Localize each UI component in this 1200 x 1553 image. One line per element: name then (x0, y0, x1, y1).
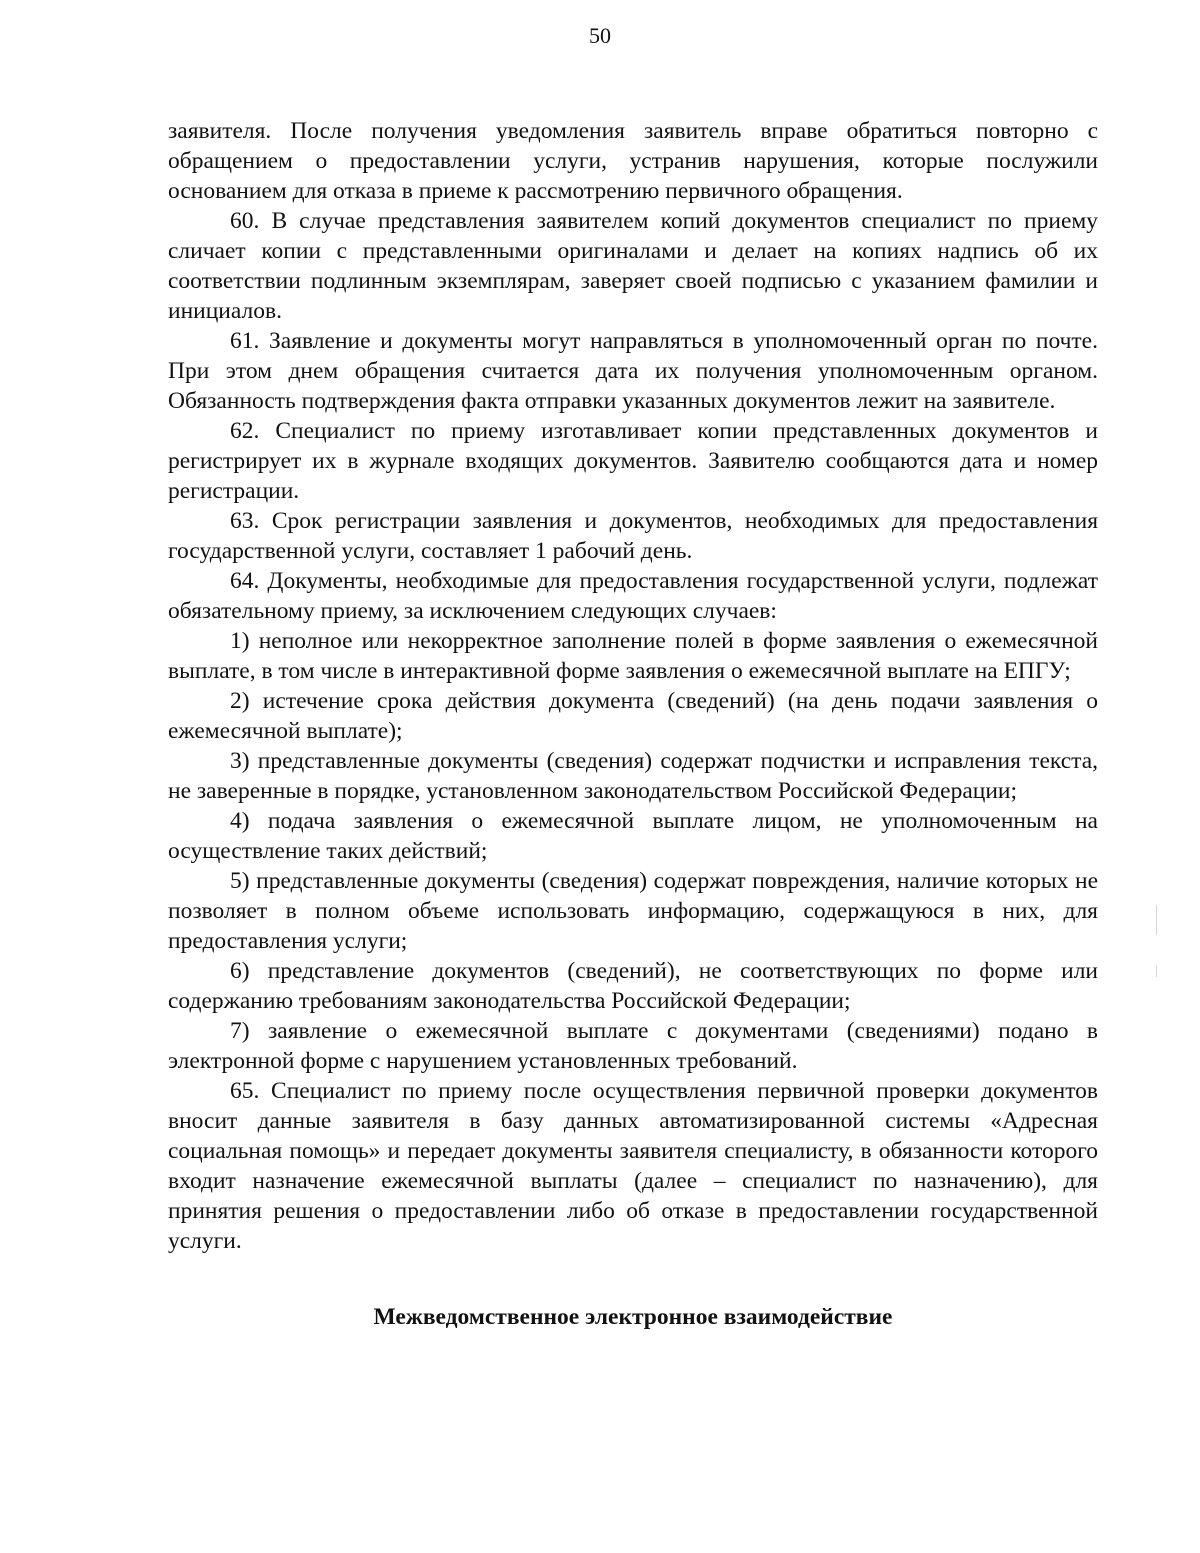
paragraph-65: 65. Специалист по приему после осуществления первичной проверки документов вносит данные заявителя в базу данных автоматизированной системы «Адресная социальная помощь» и передает документы заявителя специалисту, в обязанности которого входит назначение ежемесячной выплаты (далее – специалист по назначению), для принятия решения о предоставлении либо об отказе в предоставлении государственной услуги. (168, 1078, 1098, 1254)
paragraph-continuation: заявителя. После получения уведомления заявитель вправе обратиться повторно с обращением о предоставлении услуги, устранив нарушения, которые послужили основанием для отказа в приеме к рассмотрению первичного обращения. (168, 118, 1098, 204)
paragraph-64: 64. Документы, необходимые для предоставления государственной услуги, подлежат обязательному приему, за исключением следующих случаев: (168, 568, 1098, 624)
page-number: 50 (589, 23, 611, 48)
list-item-6: 6) представление документов (сведений), не соответствующих по форме или содержанию требованиям законодательства Российской Федерации; (168, 958, 1098, 1014)
list-item-5: 5) представленные документы (сведения) содержат повреждения, наличие которых не позволяет в полном объеме использовать информацию, содержащуюся в них, для предоставления услуги; (168, 868, 1098, 954)
list-item-7: 7) заявление о ежемесячной выплате с документами (сведениями) подано в электронной форме с нарушением установленных требований. (168, 1018, 1098, 1074)
paragraph-60: 60. В случае представления заявителем копий документов специалист по приему сличает копии с представленными оригиналами и делает на копиях надпись об их соответствии подлинным экземплярам, заверяет своей подписью с указанием фамилии и инициалов. (168, 208, 1098, 324)
scan-artifact (1156, 905, 1157, 935)
paragraph-63: 63. Срок регистрации заявления и документов, необходимых для предоставления государственной услуги, составляет 1 рабочий день. (168, 508, 1098, 564)
paragraph-61: 61. Заявление и документы могут направляться в уполномоченный орган по почте. При этом днем обращения считается дата их получения уполномоченным органом. Обязанность подтверждения факта отправки указанных документов лежит на заявителе. (168, 328, 1098, 414)
list-item-3: 3) представленные документы (сведения) содержат подчистки и исправления текста, не заверенные в порядке, установленном законодательством Российской Федерации; (168, 748, 1098, 804)
list-item-2: 2) истечение срока действия документа (сведений) (на день подачи заявления о ежемесячной выплате); (168, 688, 1098, 744)
document-body (168, 116, 1098, 1332)
section-heading: Межведомственное электронное взаимодействие (373, 1304, 893, 1330)
paragraph-62: 62. Специалист по приему изготавливает копии представленных документов и регистрирует их в журнале входящих документов. Заявителю сообщаются дата и номер регистрации. (168, 418, 1098, 504)
list-item-1: 1) неполное или некорректное заполнение полей в форме заявления о ежемесячной выплате, в том числе в интерактивной форме заявления о ежемесячной выплате на ЕПГУ; (168, 628, 1098, 684)
scan-artifact (1156, 965, 1157, 977)
list-item-4: 4) подача заявления о ежемесячной выплате лицом, не уполномоченным на осуществление таких действий; (168, 808, 1098, 864)
